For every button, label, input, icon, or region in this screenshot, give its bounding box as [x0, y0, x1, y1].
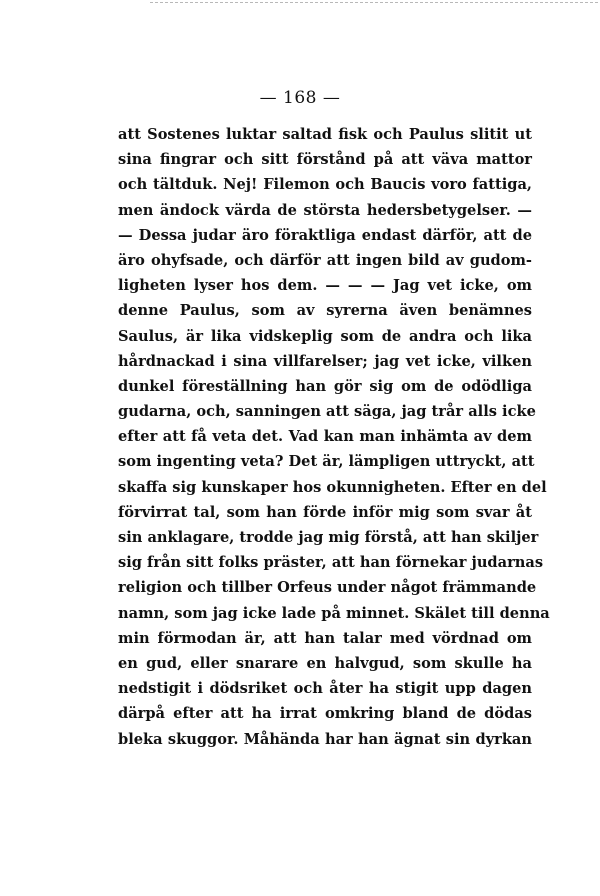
text-line-11: dunkel föreställning han gör sig om de odödliga [118, 377, 532, 395]
text-line-13: efter att få veta det. Vad kan man inhämta av dem [118, 428, 532, 446]
text-line-1: att Sostenes luktar saltad fisk och Paulus slitit ut [118, 126, 532, 143]
top-edge-rule [150, 2, 598, 3]
text-line-15: skaffa sig kunskaper hos okunnigheten. Efter en del [118, 478, 547, 496]
text-line-7: ligheten lyser hos dem. — — — Jag vet icke, om [118, 277, 532, 295]
text-line-22: en gud, eller snarare en halvgud, som skulle ha [118, 654, 532, 672]
text-line-16: förvirrat tal, som han förde inför mig som svar åt [118, 503, 532, 521]
text-line-25: bleka skuggor. Måhända har han ägnat sin dyrkan [118, 730, 532, 748]
text-line-3: och tältduk. Nej! Filemon och Baucis voro fattiga, [118, 176, 532, 194]
text-line-18: sig från sitt folks präster, att han förnekar judarnas [118, 554, 544, 572]
text-line-9: Saulus, är lika vidskeplig som de andra och lika [118, 327, 532, 345]
text-line-12: gudarna, och, sanningen att säga, jag trår alls icke [118, 403, 536, 421]
text-line-2: sina fingrar och sitt förstånd på att väva mattor [118, 151, 532, 169]
text-line-17: sin anklagare, trodde jag mig förstå, att han skiljer [118, 529, 539, 546]
text-line-14: som ingenting veta? Det är, lämpligen uttryckt, att [118, 453, 535, 471]
text-line-24: därpå efter att ha irrat omkring bland de dödas [118, 705, 532, 723]
text-line-21: min förmodan är, att han talar med vördnad om [118, 629, 532, 647]
body-text [118, 122, 550, 752]
text-line-10: hårdnackad i sina villfarelser; jag vet icke, vilken [118, 352, 532, 370]
text-line-6: äro ohyfsade, och därför att ingen bild av gudom- [118, 251, 532, 269]
text-line-5: — Dessa judar äro föraktliga endast därför, att de [118, 226, 532, 244]
text-line-4: men ändock värda de största hedersbetygelser. — [118, 201, 532, 219]
text-line-19: religion och tillber Orfeus under något främmande [118, 579, 537, 597]
page-number: — 168 — [259, 88, 341, 108]
text-line-8: denne Paulus, som av syrerna även benämnes [118, 302, 532, 320]
text-line-23: nedstigit i dödsriket och åter ha stigit upp dagen [118, 680, 532, 698]
text-line-20: namn, som jag icke lade på minnet. Skälet till denna [118, 604, 550, 622]
